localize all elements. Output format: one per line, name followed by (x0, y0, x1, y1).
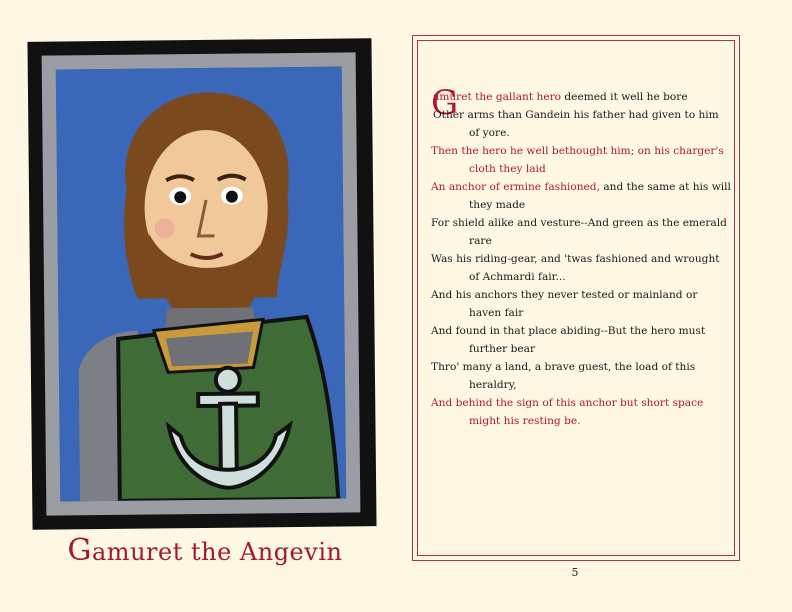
verse-black-fragment: and the same at his will they made (469, 181, 731, 211)
portrait-frame (27, 38, 376, 530)
portrait-illustration (56, 67, 347, 502)
verse-line: G amuret the gallant hero deemed it well he bore (431, 83, 688, 123)
verse-red-fragment: amuret the gallant hero (433, 91, 562, 103)
verse-line: Then the hero he well bethought him; on his charger's cloth they laid (431, 145, 724, 175)
verse-line: Other arms than Gandein his father had given to him of yore. (433, 109, 719, 139)
verse-line (431, 178, 731, 214)
verse-line: And his anchors they never tested or mainland or haven fair (431, 289, 698, 319)
verse-line: Thro' many a land, a brave guest, the load of this heraldry, (431, 361, 696, 391)
verse-text (431, 83, 731, 430)
caption-initial: G (67, 533, 92, 568)
portrait-caption (60, 533, 350, 568)
verse-line: And found in that place abiding--But the hero must further bear (431, 325, 706, 355)
portrait-painting (56, 67, 347, 502)
page-number: 5 (571, 566, 579, 579)
verse-red-fragment: An anchor of ermine fashioned, (431, 181, 600, 193)
verse-line: Was his riding-gear, and 'twas fashioned and wrought of Achmardi fair... (431, 253, 720, 283)
verse-line: And behind the sign of this anchor but short space might his resting be. (431, 397, 704, 427)
verse-black-fragment: deemed it well he bore (561, 91, 688, 103)
verse-line: For shield alike and vesture--And green as the emerald rare (431, 217, 727, 247)
portrait-mat (42, 52, 361, 515)
caption-text: amuret the Angevin (92, 538, 343, 566)
